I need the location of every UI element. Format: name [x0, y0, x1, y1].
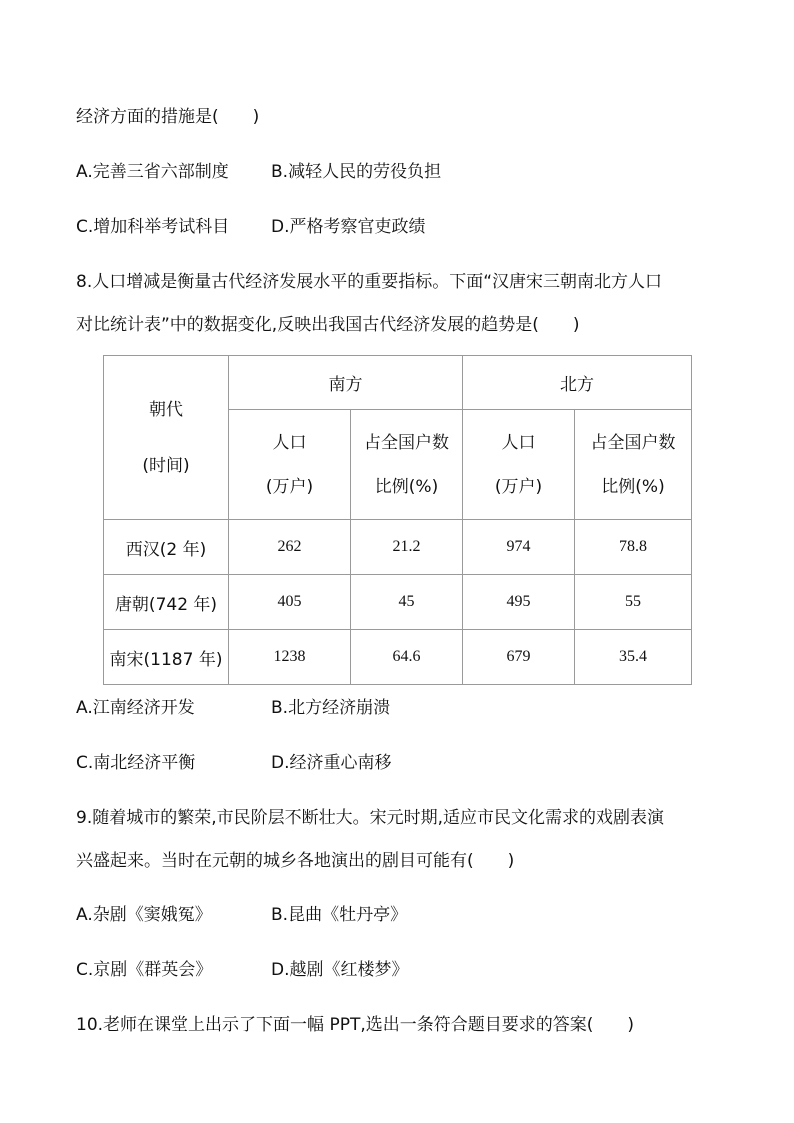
header-south-pop-unit: (万户) — [265, 476, 314, 497]
q9-option-b[interactable]: B.昆曲《牡丹亭》 — [271, 905, 408, 925]
table-header-row-1 — [104, 356, 692, 410]
q7-option-c[interactable]: C.增加科举考试科目 — [76, 217, 230, 237]
q7-option-d[interactable]: D.严格考察官吏政绩 — [271, 217, 426, 237]
cell-dynasty: 西汉(2 年) — [104, 520, 229, 575]
q8-option-b[interactable]: B.北方经济崩溃 — [271, 698, 391, 718]
q8-stem-line-1: 8.人口增减是衡量古代经济发展水平的重要指标。下面“汉唐宋三朝南北方人口 — [76, 272, 663, 292]
cell-south-ratio: 64.6 — [351, 630, 463, 685]
table-row — [104, 575, 692, 630]
header-north-ratio — [575, 410, 692, 520]
q9-stem-line-2: 兴盛起来。当时在元朝的城乡各地演出的剧目可能有( ) — [76, 851, 515, 871]
header-north-pop-label: 人口 — [501, 432, 536, 453]
cell-south-pop: 405 — [229, 575, 351, 630]
q7-option-a[interactable]: A.完善三省六部制度 — [76, 162, 229, 182]
header-south-ratio-unit: 比例(%) — [374, 476, 439, 497]
q9-option-c[interactable]: C.京剧《群英会》 — [76, 960, 213, 980]
cell-dynasty: 南宋(1187 年) — [104, 630, 229, 685]
header-south-pop-label: 人口 — [272, 432, 307, 453]
cell-north-pop: 974 — [463, 520, 575, 575]
q7-stem-end: 经济方面的措施是( ) — [76, 107, 260, 127]
cell-dynasty: 唐朝(742 年) — [104, 575, 229, 630]
header-dynasty-label: 朝代 — [149, 399, 183, 420]
population-table — [103, 355, 692, 685]
cell-south-pop: 1238 — [229, 630, 351, 685]
header-south-ratio-label: 占全国户数 — [364, 432, 449, 453]
header-south: 南方 — [229, 356, 463, 410]
q7-option-b[interactable]: B.减轻人民的劳役负担 — [271, 162, 442, 182]
cell-south-ratio: 45 — [351, 575, 463, 630]
q8-option-d[interactable]: D.经济重心南移 — [271, 753, 392, 773]
q8-option-a[interactable]: A.江南经济开发 — [76, 698, 195, 718]
cell-north-pop: 679 — [463, 630, 575, 685]
header-south-pop — [229, 410, 351, 520]
q8-stem-line-2: 对比统计表”中的数据变化,反映出我国古代经济发展的趋势是( ) — [76, 315, 580, 335]
cell-north-ratio: 78.8 — [575, 520, 692, 575]
header-north: 北方 — [463, 356, 692, 410]
table-row — [104, 520, 692, 575]
cell-north-ratio: 35.4 — [575, 630, 692, 685]
header-north-pop — [463, 410, 575, 520]
q9-option-d[interactable]: D.越剧《红楼梦》 — [271, 960, 409, 980]
cell-south-pop: 262 — [229, 520, 351, 575]
header-south-ratio — [351, 410, 463, 520]
q9-stem-line-1: 9.随着城市的繁荣,市民阶层不断壮大。宋元时期,适应市民文化需求的戏剧表演 — [76, 808, 665, 828]
q10-stem-line-1: 10.老师在课堂上出示了下面一幅 PPT,选出一条符合题目要求的答案( ) — [76, 1015, 634, 1035]
cell-south-ratio: 21.2 — [351, 520, 463, 575]
q8-option-c[interactable]: C.南北经济平衡 — [76, 753, 196, 773]
header-north-pop-unit: (万户) — [494, 476, 543, 497]
header-north-ratio-label: 占全国户数 — [590, 432, 676, 453]
cell-north-ratio: 55 — [575, 575, 692, 630]
header-north-ratio-unit: 比例(%) — [601, 476, 665, 497]
table-row — [104, 630, 692, 685]
q9-option-a[interactable]: A.杂剧《窦娥冤》 — [76, 905, 212, 925]
cell-north-pop: 495 — [463, 575, 575, 630]
header-dynasty — [104, 356, 229, 520]
header-dynasty-time: (时间) — [142, 455, 190, 476]
